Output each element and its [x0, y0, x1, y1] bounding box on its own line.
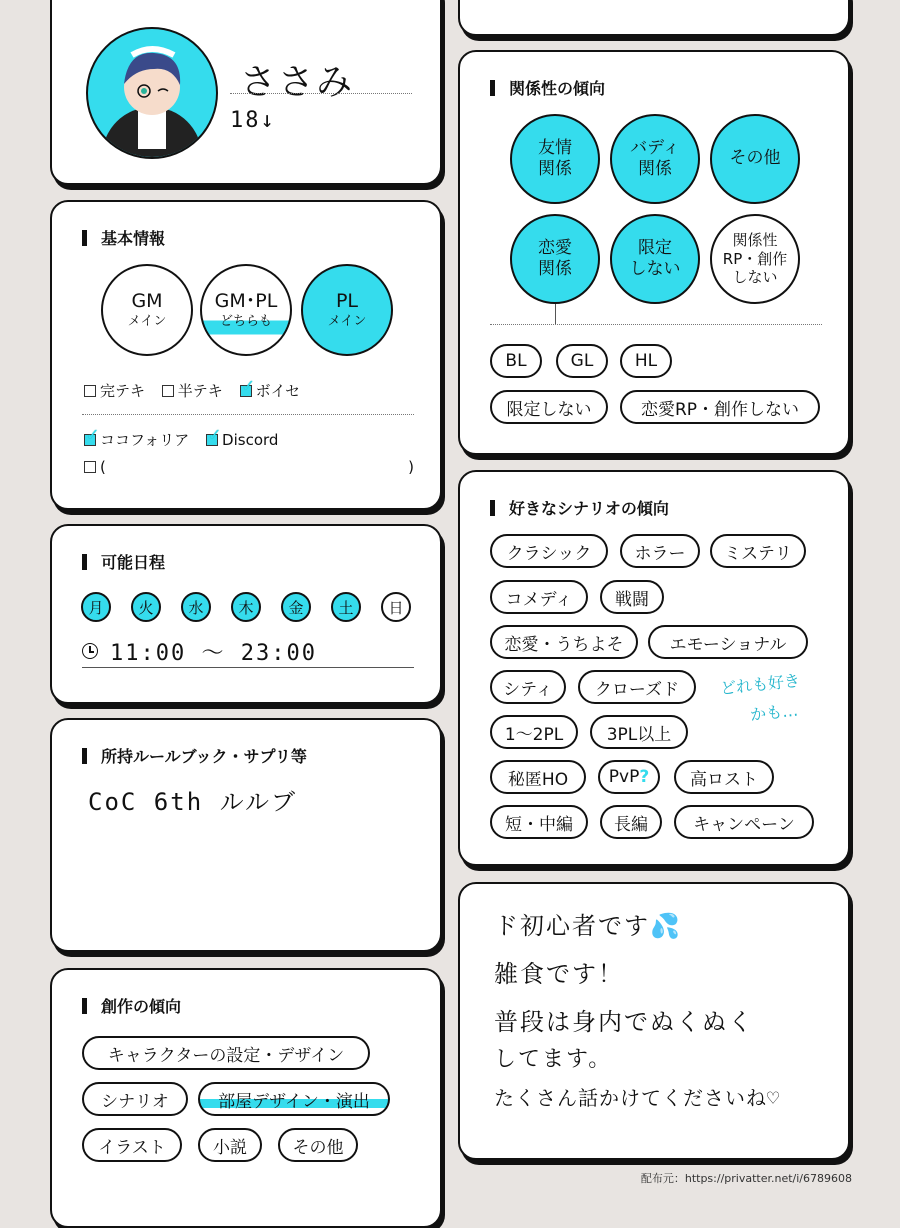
relation-divider: [490, 324, 822, 325]
name-divider: [230, 93, 412, 94]
scenario-secret-ho[interactable]: 秘匿HO: [490, 760, 586, 794]
circle-line: その他: [729, 148, 781, 169]
circle-line: RP・創作: [722, 249, 788, 268]
rulebook-card: [50, 718, 442, 952]
question-icon: ?: [639, 767, 650, 787]
check-voice[interactable]: [240, 382, 301, 400]
circle-line: バディ: [630, 137, 680, 158]
scenario-emotional[interactable]: エモーショナル: [648, 625, 808, 659]
section-title: 関係性の傾向: [490, 76, 605, 99]
checkbox-icon: [84, 461, 96, 473]
role-sub-label: メイン: [327, 313, 367, 329]
free-line: ド初心者です💦: [494, 912, 682, 940]
creative-illust[interactable]: イラスト: [82, 1128, 182, 1162]
role-gm-pl-both[interactable]: [200, 264, 292, 356]
checkbox-checked-icon: [206, 434, 218, 446]
relation-no-limit[interactable]: [610, 214, 700, 304]
circle-line: 友情: [538, 137, 572, 158]
avatar: [86, 27, 218, 159]
scenario-romance[interactable]: 恋愛・うちよそ: [490, 625, 638, 659]
check-label: ココフォリア: [100, 431, 190, 449]
role-main-label: GM･PL: [214, 290, 278, 312]
role-gm-main[interactable]: [101, 264, 193, 356]
profile-name: ささみ: [240, 62, 355, 103]
free-line: たくさん話かけてくださいね♡: [494, 1086, 781, 1110]
check-hantekisuto[interactable]: [162, 382, 223, 400]
pill-label: PvP: [608, 767, 640, 787]
checkbox-icon: [162, 385, 174, 397]
scenario-horror[interactable]: ホラー: [620, 534, 700, 568]
relation-friendship[interactable]: [510, 114, 600, 204]
section-title: 基本情報: [82, 226, 165, 249]
other-open: (: [100, 458, 106, 476]
rulebook-text: CoC 6th ルルブ: [88, 788, 297, 816]
schedule-card: [50, 524, 442, 704]
section-title: 好きなシナリオの傾向: [490, 496, 669, 519]
basic-divider: [82, 414, 414, 415]
relation-no-rp[interactable]: [710, 214, 800, 304]
relation-bl[interactable]: BL: [490, 344, 542, 378]
check-row-2: [84, 429, 278, 450]
check-row-1: [84, 380, 300, 401]
scenario-city[interactable]: シティ: [490, 670, 566, 704]
scenario-1-2pl[interactable]: 1〜2PL: [490, 715, 578, 749]
connector-line: [555, 304, 556, 324]
creative-room-design[interactable]: 部屋デザイン・演出: [198, 1082, 390, 1116]
scenario-campaign[interactable]: キャンペーン: [674, 805, 814, 839]
relation-no-limit-pill[interactable]: 限定しない: [490, 390, 608, 424]
scenario-3pl[interactable]: 3PL以上: [590, 715, 688, 749]
footer-credit: 配布元：https://privatter.net/i/6789608: [640, 1172, 852, 1185]
role-main-label: GM: [131, 290, 163, 312]
relation-gl[interactable]: GL: [556, 344, 608, 378]
day-wed[interactable]: 水: [181, 592, 211, 622]
time-underline: [82, 667, 414, 668]
section-title: 創作の傾向: [82, 994, 181, 1017]
role-sub-label: どちらも: [219, 313, 272, 329]
day-mon[interactable]: 月: [81, 592, 111, 622]
creative-other[interactable]: その他: [278, 1128, 358, 1162]
circle-line: 限定: [638, 237, 672, 258]
relation-other[interactable]: [710, 114, 800, 204]
checkbox-icon: [84, 385, 96, 397]
check-other[interactable]: [84, 458, 414, 476]
relation-no-romance-rp[interactable]: 恋愛RP・創作しない: [620, 390, 820, 424]
check-label: ボイセ: [255, 382, 301, 400]
relation-buddy[interactable]: [610, 114, 700, 204]
day-tue[interactable]: 火: [131, 592, 161, 622]
scenario-battle[interactable]: 戦闘: [600, 580, 664, 614]
day-sun[interactable]: 日: [381, 592, 411, 622]
scenario-comedy[interactable]: コメディ: [490, 580, 588, 614]
scenario-note-2: かも…: [749, 700, 799, 725]
circle-line: しない: [732, 268, 778, 287]
free-text-card: [458, 882, 850, 1160]
check-kantekisuto[interactable]: [84, 382, 145, 400]
profile-age: 18↓: [230, 108, 276, 133]
scenario-high-lost[interactable]: 高ロスト: [674, 760, 774, 794]
scenario-short-mid[interactable]: 短・中編: [490, 805, 588, 839]
scenario-pvp[interactable]: [598, 760, 660, 794]
free-line: 普段は身内でぬくぬく: [494, 1008, 754, 1036]
profile-card: [50, 0, 442, 185]
check-label: Discord: [222, 431, 279, 449]
creative-card: [50, 968, 442, 1228]
relation-romance[interactable]: [510, 214, 600, 304]
relation-hl[interactable]: HL: [620, 344, 672, 378]
clock-icon: [82, 643, 98, 659]
circle-line: 関係: [538, 259, 572, 279]
creative-character-design[interactable]: キャラクターの設定・デザイン: [82, 1036, 370, 1070]
scenario-card: [458, 470, 850, 866]
check-label: 半テキ: [177, 382, 223, 400]
basic-info-card: [50, 200, 442, 510]
time-range: 11:00 〜 23:00: [110, 641, 317, 666]
free-line: してます。: [494, 1047, 613, 1072]
scenario-long[interactable]: 長編: [600, 805, 662, 839]
section-title: 可能日程: [82, 550, 165, 573]
creative-novel[interactable]: 小説: [198, 1128, 262, 1162]
circle-line: 関係性: [732, 230, 778, 249]
check-label: 完テキ: [100, 382, 146, 400]
free-line: 雑食です！: [494, 960, 624, 988]
scenario-classic[interactable]: クラシック: [490, 534, 608, 568]
check-cocoforia[interactable]: [84, 431, 189, 449]
circle-line: しない: [629, 259, 681, 279]
scenario-mystery[interactable]: ミステリ: [710, 534, 806, 568]
circle-line: 関係: [538, 159, 572, 179]
relation-card: [458, 50, 850, 455]
scenario-closed[interactable]: クローズド: [578, 670, 696, 704]
creative-scenario[interactable]: シナリオ: [82, 1082, 188, 1116]
circle-line: 恋愛: [538, 237, 572, 258]
role-main-label: PL: [335, 290, 359, 312]
scenario-note-1: どれも好き: [719, 670, 801, 699]
checkbox-checked-icon: [84, 434, 96, 446]
day-sat[interactable]: 土: [331, 592, 361, 622]
role-pl-main[interactable]: [301, 264, 393, 356]
other-close: ): [408, 458, 414, 476]
circle-line: 関係: [638, 159, 672, 179]
top-right-card: [458, 0, 850, 36]
section-title: 所持ルールブック・サプリ等: [82, 744, 307, 767]
day-fri[interactable]: 金: [281, 592, 311, 622]
day-thu[interactable]: 木: [231, 592, 261, 622]
checkbox-checked-icon: [240, 385, 252, 397]
role-sub-label: メイン: [127, 313, 167, 329]
check-discord[interactable]: [206, 431, 278, 449]
